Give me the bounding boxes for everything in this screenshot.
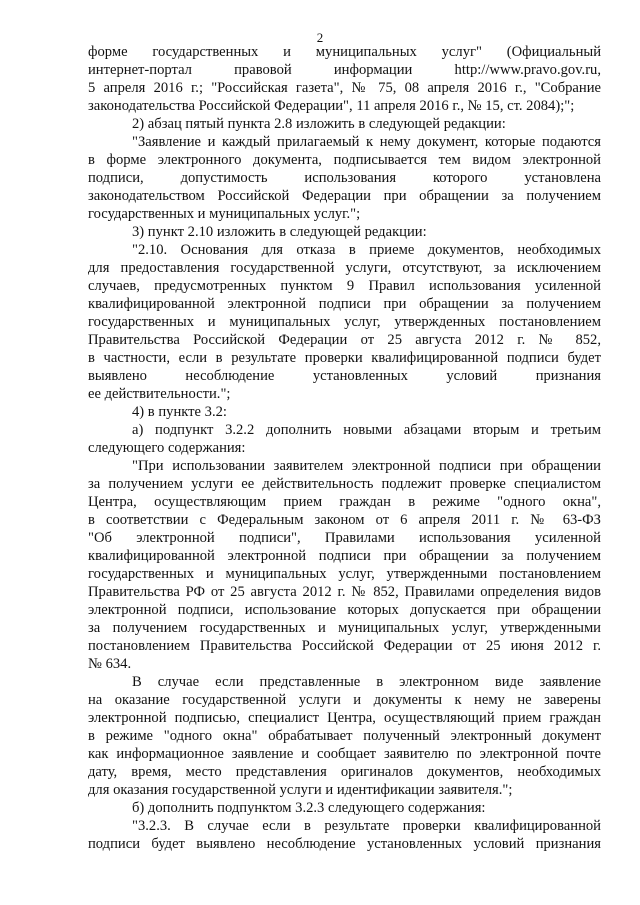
text-line: законодательства Российской Федерации", 11 апреля 2016 г., № 15, ст. 2084);";: [88, 98, 575, 114]
text-line: ее действительности.";: [88, 386, 231, 402]
text-line: законодательством Российской Федерации при обращении за получением: [88, 188, 601, 204]
text-line: как информационное заявление и сообщает заявителю по электронной почте: [88, 746, 601, 762]
text-line: а) подпункт 3.2.2 дополнить новыми абзацами вторым и третьим: [132, 422, 601, 438]
text-line: за получением услуги ее действительность подлежит проверке специалистом: [88, 476, 601, 492]
text-line: "Об электронной подписи", Правилами использования усиленной: [88, 530, 601, 546]
text-line: интернет-портал правовой информации http://www.pravo.gov.ru,: [88, 62, 601, 78]
text-line: подписи, допустимость использования которого установлена: [88, 170, 601, 186]
text-line: квалифицированной электронной подписи при обращении за получением: [88, 296, 601, 312]
text-line: выявлено несоблюдение установленных условий признания: [88, 368, 601, 384]
text-line: подписи будет выявлено несоблюдение установленных условий признания: [88, 836, 601, 852]
document-body: [88, 43, 601, 853]
text-line: электронной подписи, использование которых допускается при обращении: [88, 602, 601, 618]
text-line: для оказания государственной услуги и идентификации заявителя.";: [88, 782, 513, 798]
text-line: Центра, осуществляющим прием граждан в режиме "одного окна",: [88, 494, 601, 510]
text-line: квалифицированной электронной подписи при обращении за получением: [88, 548, 601, 564]
text-line: Правительства РФ от 25 августа 2012 г. № 852, Правилами определения видов: [88, 584, 601, 600]
text-line: в соответствии с Федеральным законом от 6 апреля 2011 г. № 63-ФЗ: [88, 512, 601, 528]
text-line: "2.10. Основания для отказа в приеме документов, необходимых: [132, 242, 601, 258]
text-line: б) дополнить подпунктом 3.2.3 следующего содержания:: [132, 800, 486, 816]
text-line: на оказание государственной услуги и документы к нему не заверены: [88, 692, 601, 708]
text-line: В случае если представленные в электронном виде заявление: [132, 674, 601, 690]
text-line: в форме электронного документа, подписывается тем видом электронной: [88, 152, 601, 168]
text-line: № 634.: [88, 656, 132, 672]
text-line: случаев, предусмотренных пунктом 9 Правил использования усиленной: [88, 278, 601, 294]
text-line: государственных и муниципальных услуг.";: [88, 206, 361, 222]
page-number: 2: [316, 30, 324, 45]
text-line: 4) в пункте 3.2:: [132, 404, 227, 420]
text-line: следующего содержания:: [88, 440, 246, 456]
text-line: Правительства Российской Федерации от 25 августа 2012 г. № 852,: [88, 332, 601, 348]
text-line: 3) пункт 2.10 изложить в следующей редакции:: [132, 224, 427, 240]
text-line: 2) абзац пятый пункта 2.8 изложить в следующей редакции:: [132, 116, 506, 132]
text-line: электронной подписью, специалист Центра, осуществляющий прием граждан: [88, 710, 601, 726]
text-line: дату, время, место представления оригиналов документов, необходимых: [88, 764, 601, 780]
text-line: за получением государственных и муниципальных услуг, утвержденными: [88, 620, 601, 636]
text-line: государственных и муниципальных услуг, утвержденных постановлением: [88, 314, 601, 330]
text-line: "3.2.3. В случае если в результате проверки квалифицированной: [132, 818, 601, 834]
text-line: форме государственных и муниципальных услуг" (Официальный: [88, 44, 601, 60]
text-line: для предоставления государственной услуги, отсутствуют, за исключением: [88, 260, 601, 276]
text-line: государственных и муниципальных услуг, утвержденными постановлением: [88, 566, 601, 582]
text-line: в режиме "одного окна" обрабатывает полученный электронный документ: [88, 728, 601, 744]
text-line: постановлением Правительства Российской Федерации от 25 июня 2012 г.: [88, 638, 601, 654]
text-line: "При использовании заявителем электронной подписи при обращении: [132, 458, 601, 474]
text-line: 5 апреля 2016 г.; "Российская газета", № 75, 08 апреля 2016 г., "Собрание: [88, 80, 601, 96]
text-line: "Заявление и каждый прилагаемый к нему документ, которые подаются: [132, 134, 601, 150]
text-line: в частности, если в результате проверки квалифицированной подписи будет: [88, 350, 601, 366]
